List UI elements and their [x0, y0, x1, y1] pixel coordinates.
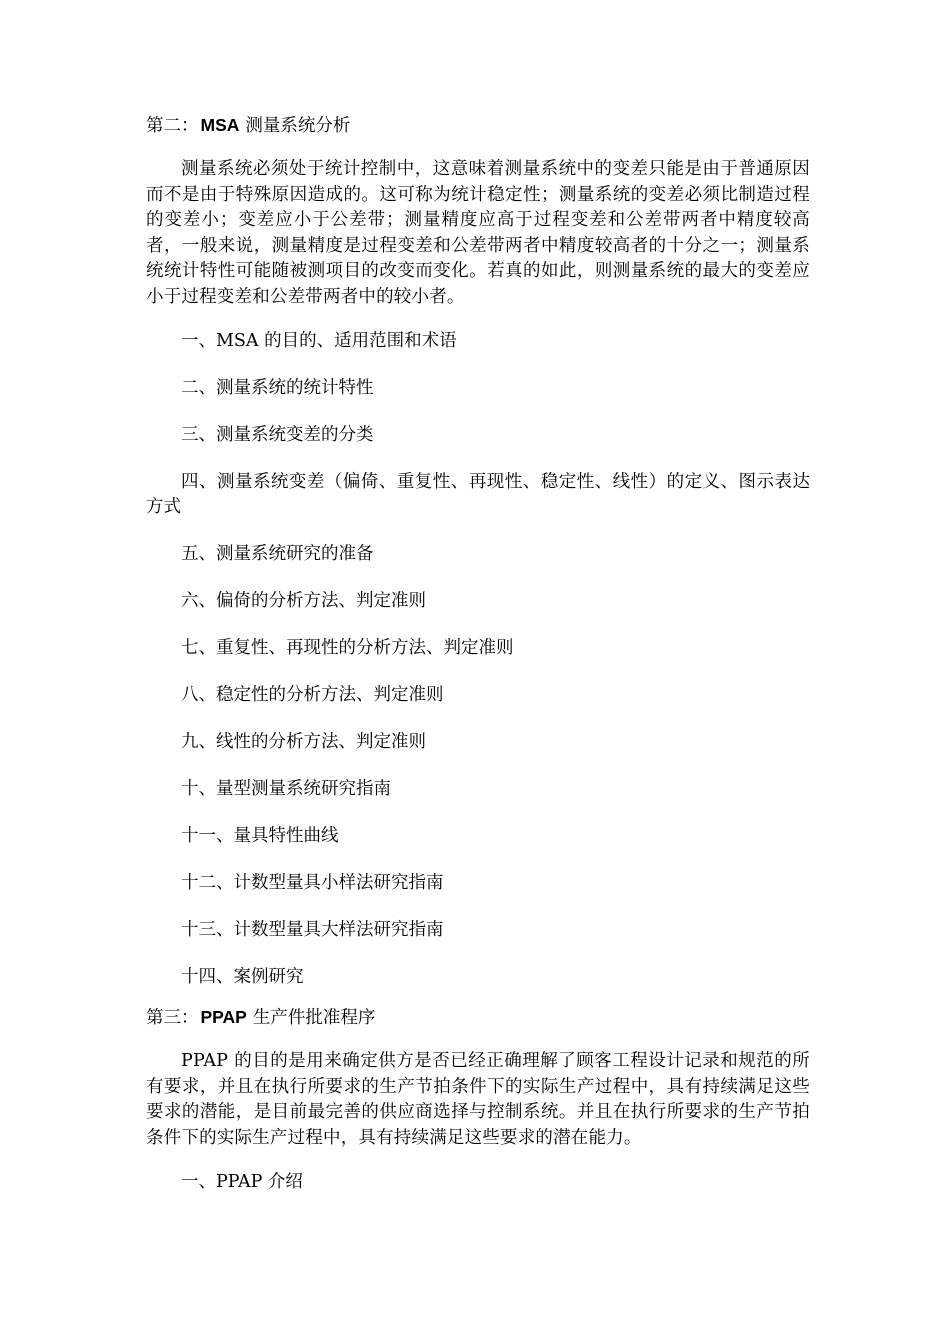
section3-title: 生产件批准程序 — [252, 1008, 376, 1028]
section2-abbr: MSA — [200, 115, 240, 135]
list-item: 十一、量具特性曲线 — [181, 826, 339, 846]
section3-abbr: PPAP — [200, 1007, 247, 1027]
list-item: 八、稳定性的分析方法、判定准则 — [181, 685, 444, 705]
list-item: 一、MSA 的目的、适用范围和术语 — [181, 331, 457, 351]
section3-intro: PPAP 的目的是用来确定供方是否已经正确理解了顾客工程设计记录和规范的所有要求，并且在执行所要求的生产节拍条件下的实际生产过程中，具有持续满足这些要求的潜能，是目前最完善的供应商选择与控制系统。并且在执行所要求的生产节拍条件下的实际生产过程中，具有持续满足这些要求的潜在能力。 — [146, 1051, 810, 1148]
list-item: 九、线性的分析方法、判定准则 — [181, 732, 426, 752]
list-item: 四、测量系统变差（偏倚、重复性、再现性、稳定性、线性）的定义、图示表达方式 — [146, 472, 810, 517]
list-item: 十四、案例研究 — [181, 967, 304, 987]
section2-prefix: 第二： — [146, 116, 199, 136]
list-item: 十三、计数型量具大样法研究指南 — [181, 920, 444, 940]
list-item: 一、PPAP 介绍 — [181, 1172, 303, 1192]
section3-prefix: 第三： — [146, 1008, 199, 1028]
list-item: 五、测量系统研究的准备 — [181, 544, 374, 564]
list-item: 三、测量系统变差的分类 — [181, 425, 374, 445]
list-item: 十二、计数型量具小样法研究指南 — [181, 873, 444, 893]
list-item: 六、偏倚的分析方法、判定准则 — [181, 591, 426, 611]
section3-heading — [146, 1004, 810, 1031]
list-item: 七、重复性、再现性的分析方法、判定准则 — [181, 638, 514, 658]
document-page — [146, 112, 810, 1217]
list-item: 二、测量系统的统计特性 — [181, 378, 374, 398]
list-item: 十、量型测量系统研究指南 — [181, 779, 391, 799]
section2-heading — [146, 112, 810, 139]
section2-title: 测量系统分析 — [245, 116, 351, 136]
section2-intro: 测量系统必须处于统计控制中，这意味着测量系统中的变差只能是由于普通原因而不是由于特殊原因造成的。这可称为统计稳定性；测量系统的变差必须比制造过程的变差小；变差应小于公差带；测量精度应高于过程变差和公差带两者中精度较高者，一般来说，测量精度是过程变差和公差带两者中精度较高者的十分之一；测量系统统计特性可能随被测项目的改变而变化。若真的如此，则测量系统的最大的变差应小于过程变差和公差带两者中的较小者。 — [146, 159, 810, 307]
